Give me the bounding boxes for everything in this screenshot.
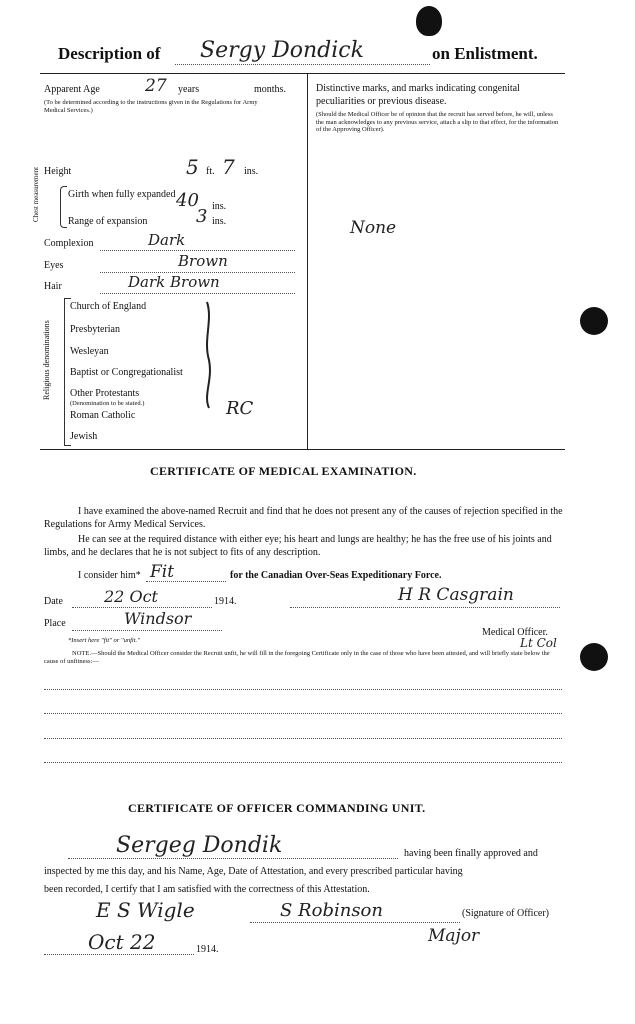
signature-label: (Signature of Officer) <box>462 908 550 919</box>
height-in-value: 7 <box>222 155 235 179</box>
place-value: Windsor <box>124 609 192 628</box>
religion-value: RC <box>226 398 254 419</box>
consider-suffix: for the Canadian Over-Seas Expeditionary Force. <box>230 570 442 581</box>
punch-hole-top <box>416 6 442 36</box>
religion-roman-catholic: Roman Catholic <box>70 410 136 421</box>
chest-brace <box>60 186 67 228</box>
complexion-label: Complexion <box>44 238 94 249</box>
medical-date-label: Date <box>44 596 63 607</box>
eyes-label: Eyes <box>44 260 64 271</box>
center-divider <box>307 73 308 449</box>
place-label: Place <box>44 618 66 629</box>
bottom-rule <box>40 449 565 450</box>
ins-label-girth: ins. <box>212 201 227 212</box>
girth-value: 40 <box>176 190 199 211</box>
medical-year: 1914. <box>214 596 237 607</box>
age-note: (To be determined according to the instructions given in the Regulations for Army Medical Services.) <box>44 99 258 114</box>
punch-hole-middle <box>580 307 608 335</box>
commanding-date-value: Oct 22 <box>88 930 156 954</box>
medical-officer-label: Medical Officer. <box>482 627 548 638</box>
months-label: months. <box>254 84 286 95</box>
height-label: Height <box>44 166 72 177</box>
medical-officer-line <box>290 607 560 608</box>
religion-church-england: Church of England <box>70 301 147 312</box>
marks-note: (Should the Medical Officer be of opinion that the recruit has served before, he will, unless the man acknowledges to any previous service, attach a slip to that effect, for the information of the Approving Officer). <box>316 111 559 133</box>
height-ft-value: 5 <box>186 155 199 179</box>
eyes-value: Brown <box>178 252 228 270</box>
witness-signature: E S Wigle <box>96 898 195 922</box>
insert-note: *Insert here "fit" or "unfit." <box>68 637 140 644</box>
commanding-year: 1914. <box>196 944 219 955</box>
religion-wesleyan: Wesleyan <box>70 346 109 357</box>
medical-note: NOTE.—Should the Medical Officer consider the Recruit unfit, he will fill in the foregoing Certificate only in the case of those who have been attested, and will briefly state below the cause of unfitness:— <box>44 650 550 665</box>
range-label: Range of expansion <box>68 216 148 227</box>
range-value: 3 <box>196 206 208 227</box>
medical-officer-rank: Lt Col <box>520 636 557 650</box>
fit-line <box>146 581 226 582</box>
medical-title: CERTIFICATE OF MEDICAL EXAMINATION. <box>150 464 417 478</box>
girth-label: Girth when fully expanded <box>68 189 176 200</box>
medical-date-value: 22 Oct <box>104 587 158 606</box>
fit-value: Fit <box>150 562 175 582</box>
apparent-age-label: Apparent Age <box>44 84 100 95</box>
name-underline <box>175 64 430 65</box>
religion-pen-stroke <box>195 300 225 410</box>
marks-label: Distinctive marks, and marks indicating congenital peculiarities or previous disease. <box>316 83 520 107</box>
commanding-officer-rank: Major <box>428 926 480 946</box>
consider-prefix: I consider him* <box>78 570 141 581</box>
ins-label-height: ins. <box>244 166 259 177</box>
hair-label: Hair <box>44 281 62 292</box>
punch-hole-lower <box>580 643 608 671</box>
complexion-value: Dark <box>148 231 186 249</box>
unfitness-line-4 <box>44 762 562 763</box>
complexion-line <box>100 250 295 251</box>
religion-other-protestants: Other Protestants <box>70 388 140 399</box>
header-desc-suffix: on Enlistment. <box>432 44 538 63</box>
age-value: 27 <box>145 76 167 96</box>
commanding-date-line <box>44 954 194 955</box>
unfitness-line-2 <box>44 713 562 714</box>
commanding-officer-line <box>250 922 460 923</box>
hair-line <box>100 293 295 294</box>
soldier-name: Sergy Dondick <box>200 38 364 63</box>
commanding-name-signature: Sergeg Dondik <box>116 833 283 858</box>
religion-presbyterian: Presbyterian <box>70 324 120 335</box>
religion-denomination-note: (Denomination to be stated.) <box>70 400 145 407</box>
medical-para1: I have examined the above-named Recruit and find that he does not present any of the causes of rejection specified in the Regulations for Army Medical Services. <box>44 506 563 530</box>
years-label: years <box>178 84 200 95</box>
religion-jewish: Jewish <box>70 431 98 442</box>
medical-date-line <box>72 607 212 608</box>
medical-officer-signature: H R Casgrain <box>398 585 514 605</box>
hair-value: Dark Brown <box>128 273 220 291</box>
commanding-title: CERTIFICATE OF OFFICER COMMANDING UNIT. <box>128 801 426 815</box>
header-desc-prefix: Description of <box>58 44 161 63</box>
unfitness-line-3 <box>44 738 562 739</box>
religion-label: Religious denominations <box>42 320 51 400</box>
chest-label: Chest measurement <box>32 166 40 222</box>
marks-value: None <box>350 218 397 238</box>
ft-label: ft. <box>206 166 215 177</box>
commanding-text3: been recorded, I certify that I am satisfied with the correctness of this Attestation. <box>44 884 370 895</box>
commanding-officer-signature: S Robinson <box>280 900 383 921</box>
commanding-name-line <box>68 858 398 859</box>
commanding-text2: inspected by me this day, and his Name, Age, Date of Attestation, and every prescribed particular having <box>44 866 463 877</box>
eyes-line <box>100 272 295 273</box>
medical-para2: He can see at the required distance with either eye; his heart and lungs are healthy; he has the free use of his joints and limbs, and he declares that he is not subject to fits of any description. <box>44 534 552 558</box>
religion-baptist: Baptist or Congregationalist <box>70 367 183 378</box>
unfitness-line-1 <box>44 689 562 690</box>
commanding-text1: having been finally approved and <box>404 848 538 859</box>
ins-label-range: ins. <box>212 216 227 227</box>
top-rule <box>40 73 565 74</box>
place-line <box>72 630 222 631</box>
